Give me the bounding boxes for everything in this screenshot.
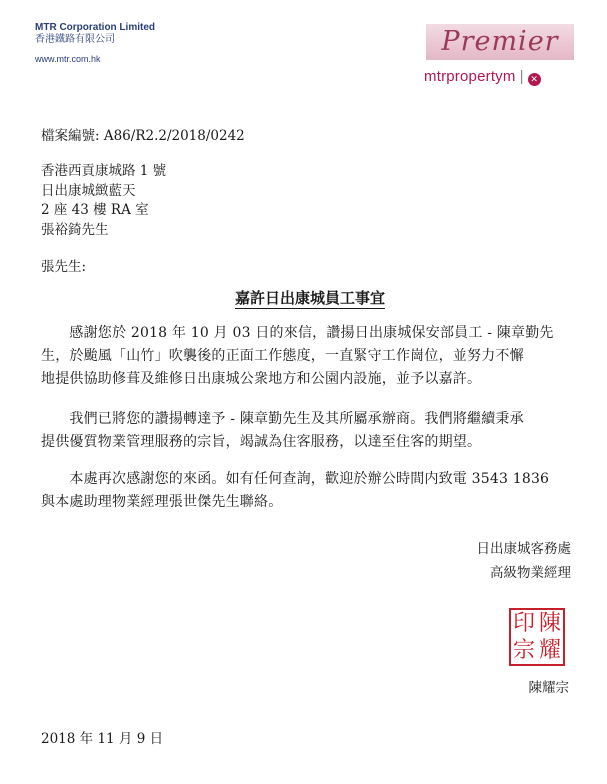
address-line: 日出康城緻藍天 (41, 182, 136, 199)
letter-date: 2018 年 11 月 9 日 (41, 731, 164, 747)
company-website: www.mtr.com.hk (35, 54, 101, 64)
company-name-en: MTR Corporation Limited (35, 22, 155, 33)
paragraph-line: 我們已將您的讚揚轉達予 - 陳章勤先生及其所屬承辦商。我們將繼續秉承 (41, 411, 524, 427)
mtr-logo-icon: ✕ (528, 73, 541, 86)
paragraph-line: 感謝您於 2018 年 10 月 03 日的來信，讚揚日出康城保安部員工 - 陳章勤先 (41, 325, 554, 341)
brand-name: mtrpropertym (424, 68, 516, 85)
seal-char: 宗 (512, 638, 535, 663)
address-line: 香港西貢康城路 1 號 (41, 163, 167, 179)
seal-char: 耀 (538, 638, 561, 663)
body-paragraph (41, 408, 574, 454)
position-title: 高級物業經理 (490, 565, 571, 581)
premier-logo: Premier (426, 24, 574, 60)
subject-text: 嘉許日出康城員工事宜 (234, 289, 385, 307)
subject-line (0, 287, 607, 308)
address-line: 張裕錡先生 (41, 221, 109, 238)
body-paragraph (41, 468, 574, 514)
letterhead-left (35, 22, 155, 64)
body-paragraph (41, 322, 574, 391)
closing-block (477, 537, 572, 585)
paragraph-line: 與本處助理物業經理張世傑先生聯絡。 (41, 494, 283, 510)
paragraph-line: 地提供協助修葺及維修日出康城公衆地方和公園内設施，並予以嘉許。 (41, 371, 482, 387)
brand-separator: | (519, 68, 524, 85)
office-name: 日出康城客務處 (476, 541, 571, 557)
address-line: 2 座 43 樓 RA 室 (41, 202, 149, 218)
company-name-zh: 香港鐵路有限公司 (35, 34, 115, 45)
salutation: 張先生: (41, 259, 87, 275)
paragraph-line: 本處再次感謝您的來函。如有任何查詢，歡迎於辦公時間内致電 3543 1836 (41, 471, 550, 487)
reference-number: 檔案編號: A86/R2.2/2018/0242 (41, 128, 245, 144)
seal-char: 陳 (538, 611, 561, 636)
signatory-name: 陳耀宗 (528, 680, 569, 696)
paragraph-line: 生，於颱風「山竹」吹襲後的正面工作態度，一直緊守工作崗位，並努力不懈 (41, 348, 524, 364)
paragraph-line: 提供優質物業管理服務的宗旨，竭誠為住客服務，以達至住客的期望。 (41, 434, 482, 450)
brand-logo (424, 68, 541, 86)
seal-char: 印 (512, 611, 535, 636)
red-seal-stamp (509, 608, 565, 666)
recipient-address (41, 162, 166, 240)
